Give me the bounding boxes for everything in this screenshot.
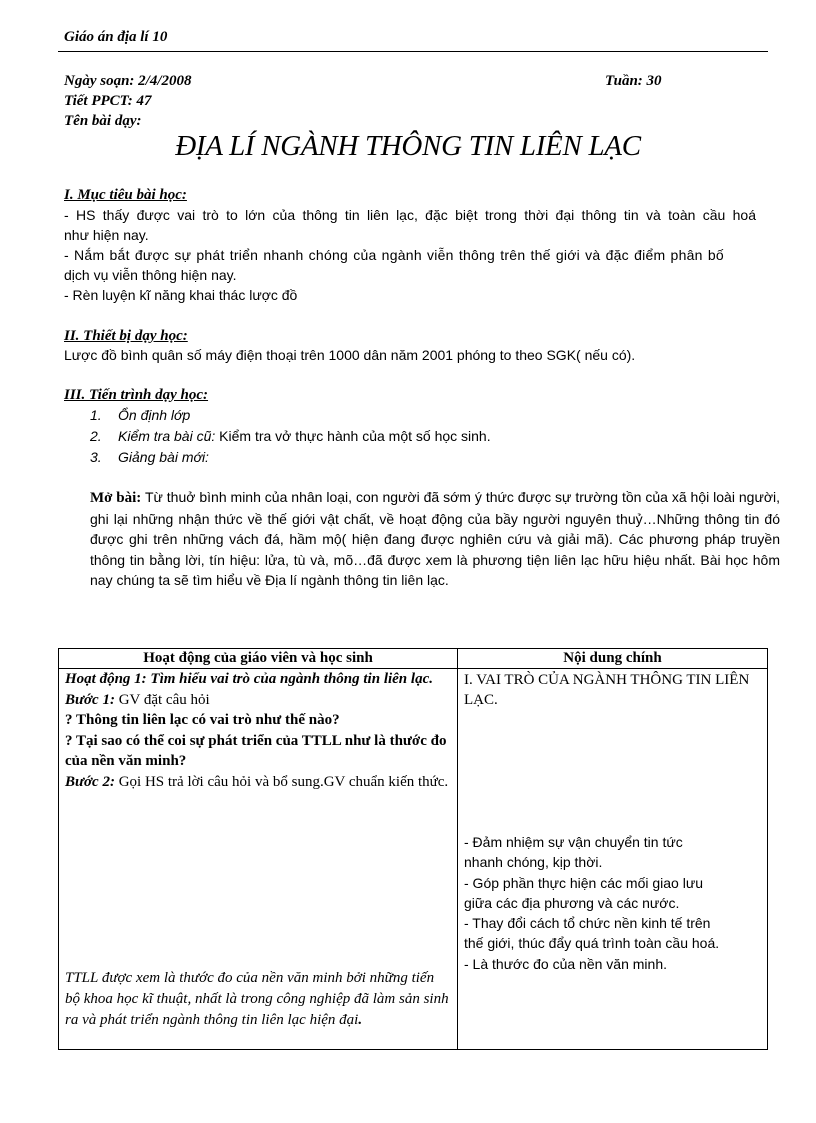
procedure-item bbox=[90, 428, 491, 444]
question-1: ? Thông tin liên lạc có vai trò như thế nào? bbox=[65, 712, 340, 728]
introduction-paragraph bbox=[90, 487, 780, 591]
procedure-item bbox=[90, 407, 190, 423]
content-line: nhanh chóng, kịp thời. bbox=[464, 854, 603, 871]
objective-line: - HS thấy được vai trò to lớn của thông tin liên lạc, đặc biệt trong thời đại thông tin và toàn cầu hoá bbox=[64, 207, 756, 223]
lesson-table bbox=[58, 648, 768, 1050]
content-heading: I. VAI TRÒ CỦA NGÀNH THÔNG TIN LIÊN LẠC. bbox=[464, 672, 750, 708]
content-line: thế giới, thúc đẩy quá trình toàn cầu hoá. bbox=[464, 935, 720, 952]
objective-line: dịch vụ viễn thông hiện nay. bbox=[64, 267, 237, 283]
item-number: 2. bbox=[90, 428, 102, 444]
header-divider bbox=[58, 51, 768, 52]
objective-line: - Nắm bắt được sự phát triển nhanh chóng của ngành viễn thông trên thế giới và đặc điểm phân bố bbox=[64, 247, 724, 263]
objective-line: - Rèn luyện kĩ năng khai thác lược đồ bbox=[64, 287, 298, 303]
content-line: - Thay đổi cách tổ chức nền kinh tế trên bbox=[464, 915, 711, 932]
column-header-activities: Hoạt động của giáo viên và học sinh bbox=[59, 649, 458, 669]
page-title: ĐỊA LÍ NGÀNH THÔNG TIN LIÊN LẠC bbox=[175, 130, 641, 162]
section-equipment-heading: II. Thiết bị dạy học: bbox=[64, 328, 188, 344]
content-line: - Góp phần thực hiện các mối giao lưu bbox=[464, 874, 703, 891]
lesson-period: Tiết PPCT: 47 bbox=[64, 93, 152, 109]
step-2: Bước 2: Gọi HS trả lời câu hỏi và bổ sung.GV chuẩn kiến thức. bbox=[65, 773, 449, 790]
item-text: Kiểm tra vở thực hành của một số học sinh. bbox=[215, 428, 491, 444]
document-header: Giáo án địa lí 10 bbox=[64, 29, 168, 45]
week-number: Tuần: 30 bbox=[605, 73, 662, 89]
intro-text: Từ thuở bình minh của nhân loại, con người đã sớm ý thức được sự trường tồn của xã hội loài người, ghi lại những nhận thức về thế giới vật chất, về hoạt động của bầy người nguyên thuỷ…Những thông tin đó được ghi trên những vách đá, hầm mộ( hiện đang được nghiên cứu và giải mã). Các phương pháp truyền thông tin bằng lời, tín hiệu: lửa, tù và, mõ…đã được xem là phương tiện liên lạc hữu hiệu nhất. Bài học hôm nay chúng ta sẽ tìm hiểu về Địa lí ngành thông tin liên lạc. bbox=[90, 489, 780, 588]
content-line: - Đảm nhiệm sự vận chuyển tin tức bbox=[464, 834, 683, 850]
equipment-line: Lược đồ bình quân số máy điện thoại trên 1000 dân năm 2001 phóng to theo SGK( nếu có). bbox=[64, 347, 636, 363]
content-cell bbox=[458, 669, 768, 1050]
lesson-name-label: Tên bài dạy: bbox=[64, 113, 142, 129]
column-header-content: Nội dung chính bbox=[458, 649, 768, 669]
step-1: Bước 1: GV đặt câu hỏi bbox=[65, 691, 210, 708]
content-line: giữa các địa phương và các nước. bbox=[464, 894, 680, 911]
item-number: 3. bbox=[90, 449, 102, 465]
activities-cell bbox=[59, 669, 458, 1050]
content-points bbox=[464, 832, 761, 974]
section-procedure-heading: III. Tiến trình dạy học: bbox=[64, 387, 209, 403]
note-civilization: TTLL được xem là thước đo của nền văn minh bởi những tiến bộ khoa học kĩ thuật, nhất là trong công nghiệp đã làm sản sinh ra và phát triển ngành thông tin liên lạc hiện đại. bbox=[65, 970, 449, 1028]
item-label: Ổn định lớp bbox=[118, 407, 191, 423]
preparation-date: Ngày soạn: 2/4/2008 bbox=[64, 73, 192, 89]
content-line: - Là thước đo của nền văn minh. bbox=[464, 955, 667, 972]
item-number: 1. bbox=[90, 407, 102, 423]
activity-title: Hoạt động 1: Tìm hiểu vai trò của ngành thông tin liên lạc. bbox=[65, 671, 433, 687]
item-label: Giảng bài mới: bbox=[118, 449, 209, 465]
section-objectives-heading: I. Mục tiêu bài học: bbox=[64, 187, 187, 203]
procedure-item bbox=[90, 449, 209, 465]
item-label: Kiểm tra bài cũ: bbox=[118, 428, 216, 444]
intro-label: Mở bài: bbox=[90, 490, 142, 506]
objective-line: như hiện nay. bbox=[64, 227, 149, 243]
question-2: ? Tại sao có thể coi sự phát triển của TTLL như là thước đo của nền văn minh? bbox=[65, 732, 447, 769]
